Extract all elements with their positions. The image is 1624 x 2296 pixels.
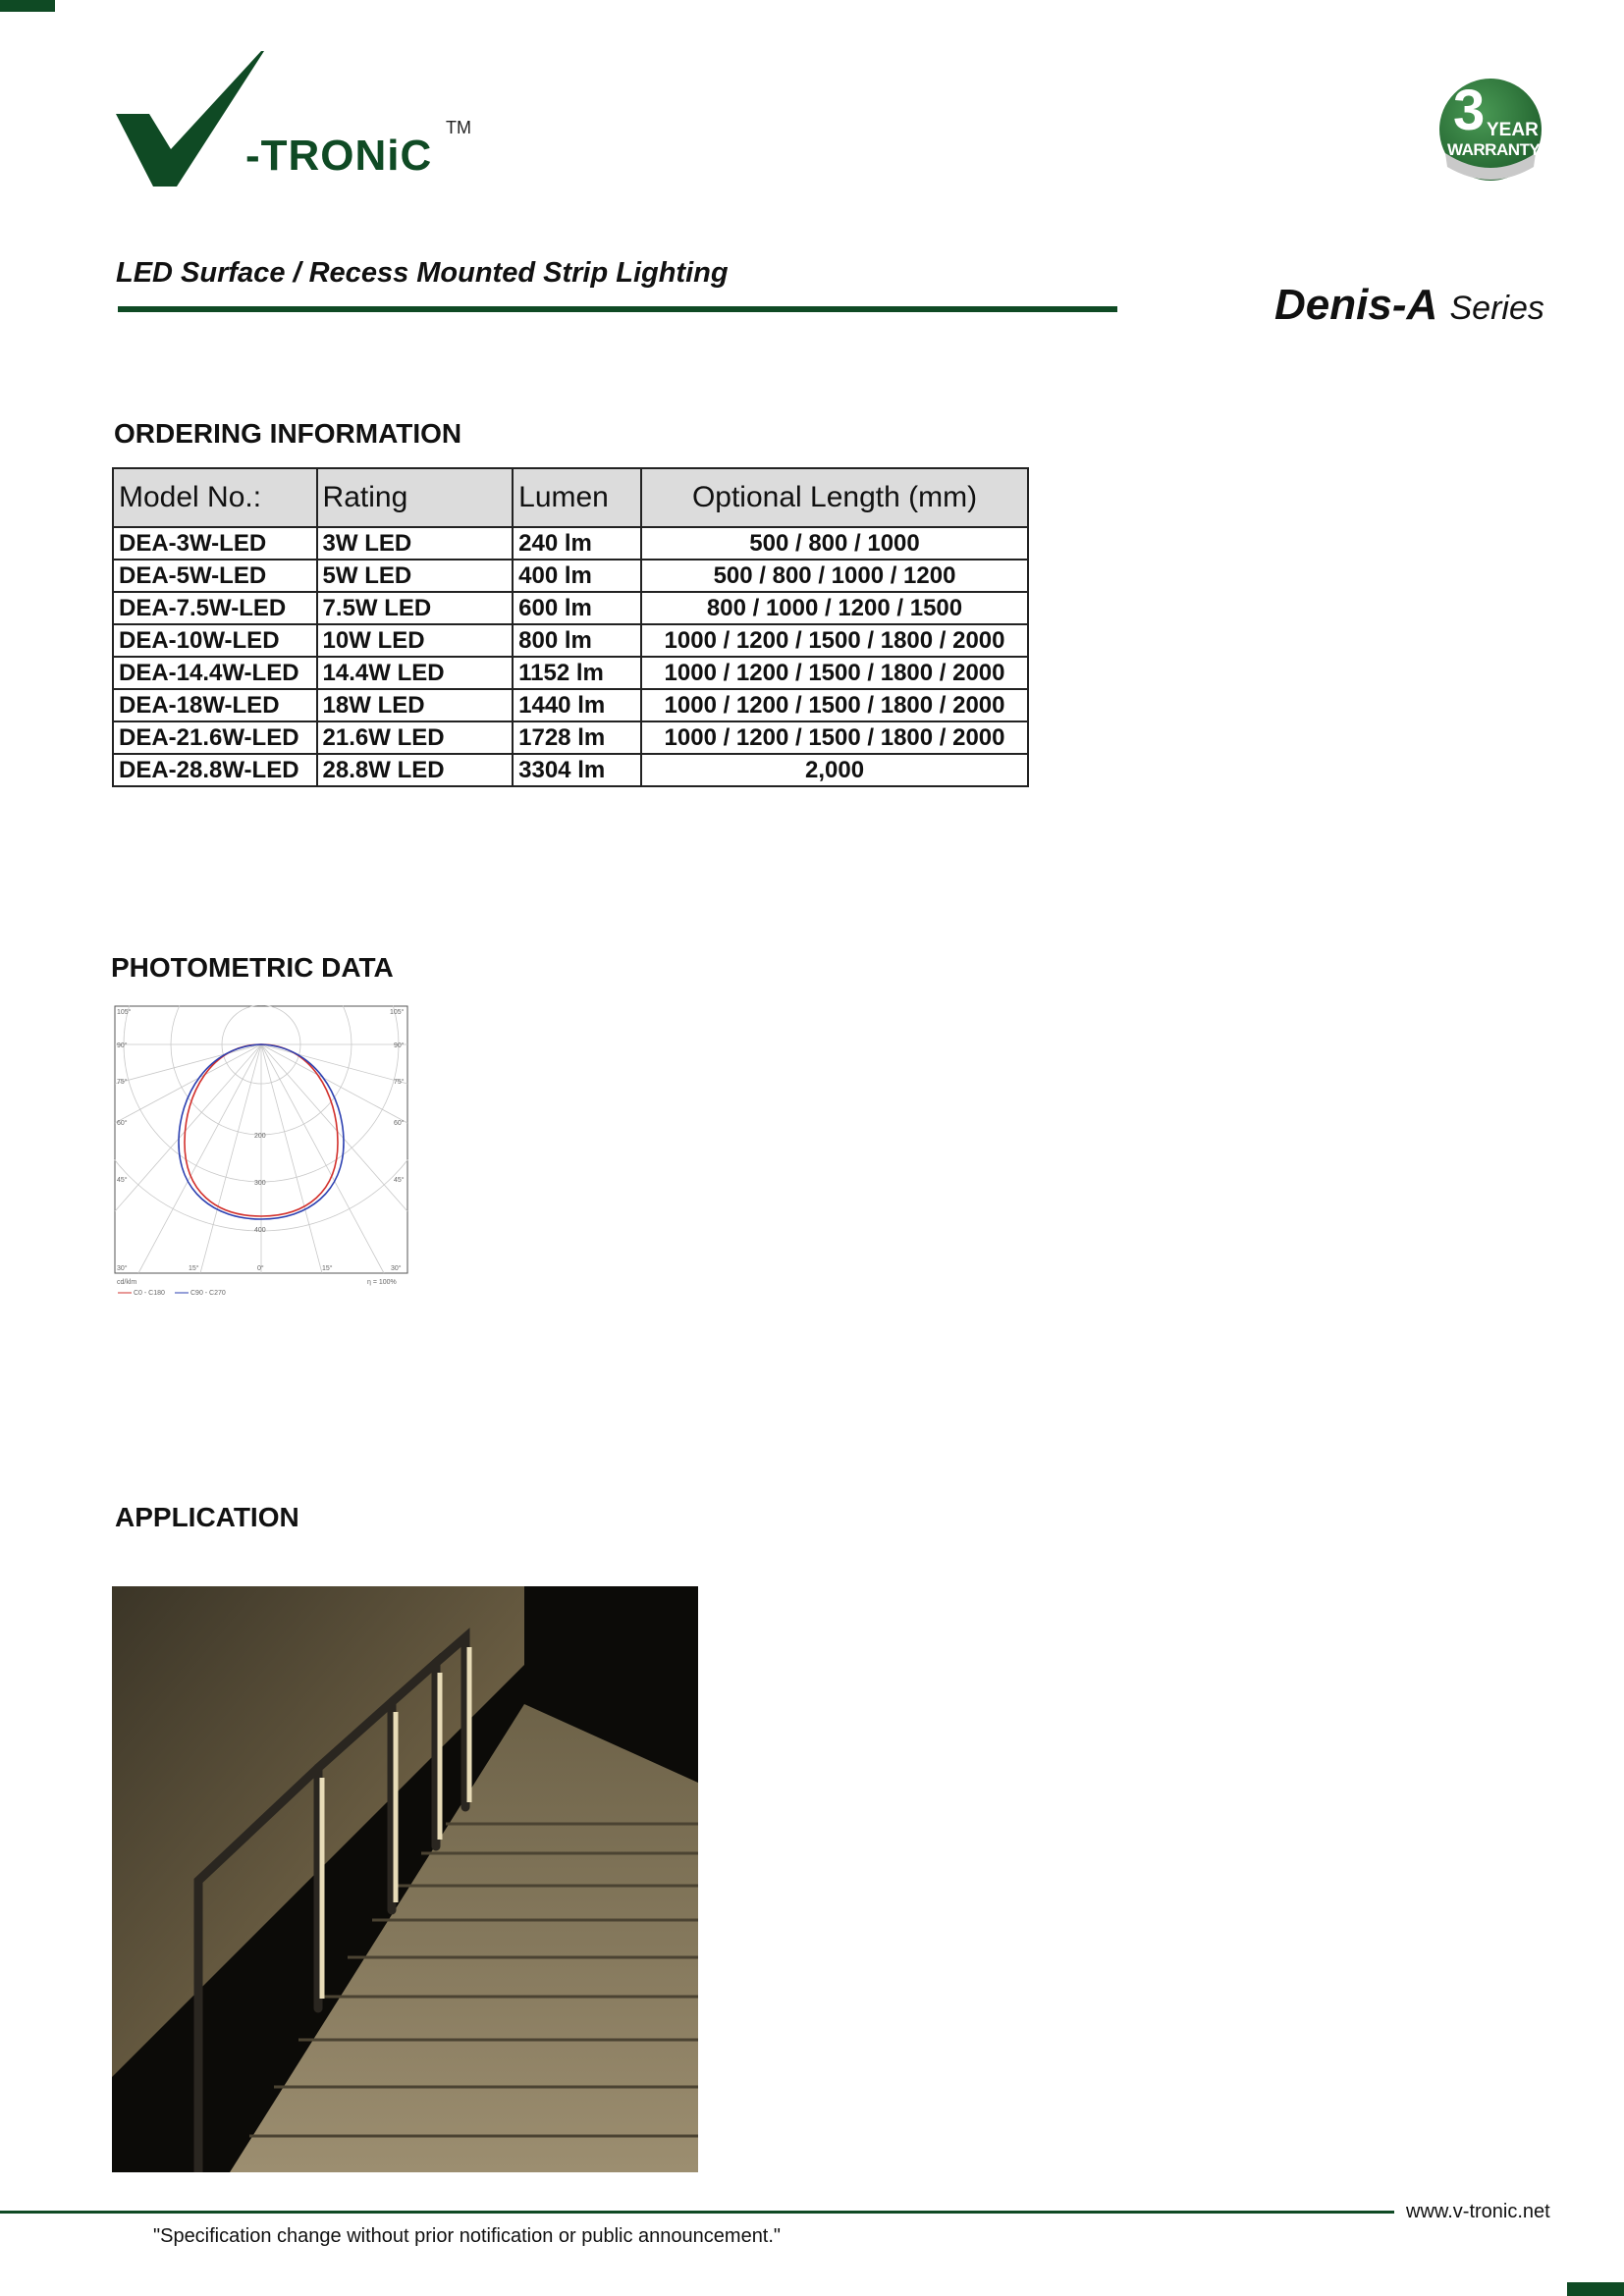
cell-rating: 3W LED (317, 527, 514, 560)
table-row (113, 560, 1028, 592)
table-row (113, 721, 1028, 754)
cell-model: DEA-10W-LED (113, 624, 317, 657)
cell-lumen: 400 lm (513, 560, 641, 592)
polar-light-distribution-chart (114, 1005, 408, 1300)
efficiency-label: η = 100% (367, 1279, 397, 1286)
cell-rating: 21.6W LED (317, 721, 514, 754)
cell-model: DEA-18W-LED (113, 689, 317, 721)
cell-rating: 28.8W LED (317, 754, 514, 786)
cell-rating: 7.5W LED (317, 592, 514, 624)
table-row (113, 624, 1028, 657)
trademark-mark: TM (446, 118, 471, 137)
cell-length: 1000 / 1200 / 1500 / 1800 / 2000 (641, 689, 1028, 721)
angle-label-left: 45° (117, 1177, 128, 1184)
product-subtitle: LED Surface / Recess Mounted Strip Lighting (116, 257, 729, 289)
angle-label-right: 30° (391, 1265, 402, 1272)
angle-label-right: 60° (394, 1120, 405, 1127)
corner-accent-top (0, 0, 55, 12)
angle-label-bottom: 15° (322, 1265, 333, 1272)
cell-length: 800 / 1000 / 1200 / 1500 (641, 592, 1028, 624)
table-row (113, 527, 1028, 560)
ordering-title: ORDERING INFORMATION (114, 418, 462, 449)
warranty-label: WARRANTY (1447, 140, 1541, 159)
brand-name: -TRONiC (245, 132, 433, 180)
cell-length: 1000 / 1200 / 1500 / 1800 / 2000 (641, 721, 1028, 754)
series-title (1274, 281, 1544, 330)
angle-label-right: 75° (394, 1079, 405, 1086)
angle-label-left: 75° (117, 1079, 128, 1086)
angle-label-bottom: 0° (257, 1265, 264, 1272)
cell-rating: 10W LED (317, 624, 514, 657)
cell-length: 500 / 800 / 1000 / 1200 (641, 560, 1028, 592)
cell-lumen: 1728 lm (513, 721, 641, 754)
legend-c0: C0 - C180 (134, 1290, 165, 1297)
angle-label-left: 105° (117, 1009, 132, 1016)
ordering-table (112, 467, 1029, 787)
angle-label-bottom: 15° (189, 1265, 199, 1272)
application-photo (112, 1586, 698, 2172)
cell-length: 1000 / 1200 / 1500 / 1800 / 2000 (641, 657, 1028, 689)
cell-lumen: 3304 lm (513, 754, 641, 786)
header-length: Optional Length (mm) (641, 468, 1028, 527)
cell-lumen: 1152 lm (513, 657, 641, 689)
header-lumen: Lumen (513, 468, 641, 527)
angle-label-left: 90° (117, 1042, 128, 1049)
cell-length: 500 / 800 / 1000 (641, 527, 1028, 560)
cell-rating: 14.4W LED (317, 657, 514, 689)
angle-label-left: 60° (117, 1120, 128, 1127)
table-row (113, 689, 1028, 721)
header-rule (118, 306, 1117, 312)
ring-label: 400 (254, 1227, 266, 1234)
warranty-year-label: YEAR (1487, 120, 1539, 140)
cell-lumen: 800 lm (513, 624, 641, 657)
cell-lumen: 600 lm (513, 592, 641, 624)
cell-model: DEA-5W-LED (113, 560, 317, 592)
cell-model: DEA-28.8W-LED (113, 754, 317, 786)
table-row (113, 592, 1028, 624)
website-link[interactable]: www.v-tronic.net (1406, 2201, 1550, 2222)
cell-rating: 5W LED (317, 560, 514, 592)
angle-label-right: 90° (394, 1042, 405, 1049)
cell-model: DEA-21.6W-LED (113, 721, 317, 754)
ring-label: 300 (254, 1180, 266, 1187)
series-word: Series (1449, 290, 1544, 327)
table-row (113, 657, 1028, 689)
table-row (113, 754, 1028, 786)
photometric-title: PHOTOMETRIC DATA (111, 952, 394, 983)
cell-model: DEA-7.5W-LED (113, 592, 317, 624)
cell-model: DEA-14.4W-LED (113, 657, 317, 689)
disclaimer-text: "Specification change without prior notification or public announcement." (153, 2225, 782, 2247)
cell-lumen: 240 lm (513, 527, 641, 560)
legend-c90: C90 - C270 (190, 1290, 226, 1297)
series-name: Denis-A (1274, 281, 1438, 329)
cell-rating: 18W LED (317, 689, 514, 721)
angle-label-right: 105° (390, 1009, 405, 1016)
application-title: APPLICATION (115, 1502, 299, 1532)
cell-lumen: 1440 lm (513, 689, 641, 721)
corner-accent-bottom (1567, 2282, 1624, 2296)
angle-label-left: 30° (117, 1265, 128, 1272)
header-rating: Rating (317, 468, 514, 527)
unit-label: cd/klm (117, 1279, 137, 1286)
angle-label-right: 45° (394, 1177, 405, 1184)
warranty-years: 3 (1453, 79, 1486, 142)
table-header-row (113, 468, 1028, 527)
cell-length: 2,000 (641, 754, 1028, 786)
cell-model: DEA-3W-LED (113, 527, 317, 560)
ring-label: 200 (254, 1133, 266, 1140)
footer-rule (0, 2211, 1394, 2214)
header-model: Model No.: (113, 468, 317, 527)
cell-length: 1000 / 1200 / 1500 / 1800 / 2000 (641, 624, 1028, 657)
